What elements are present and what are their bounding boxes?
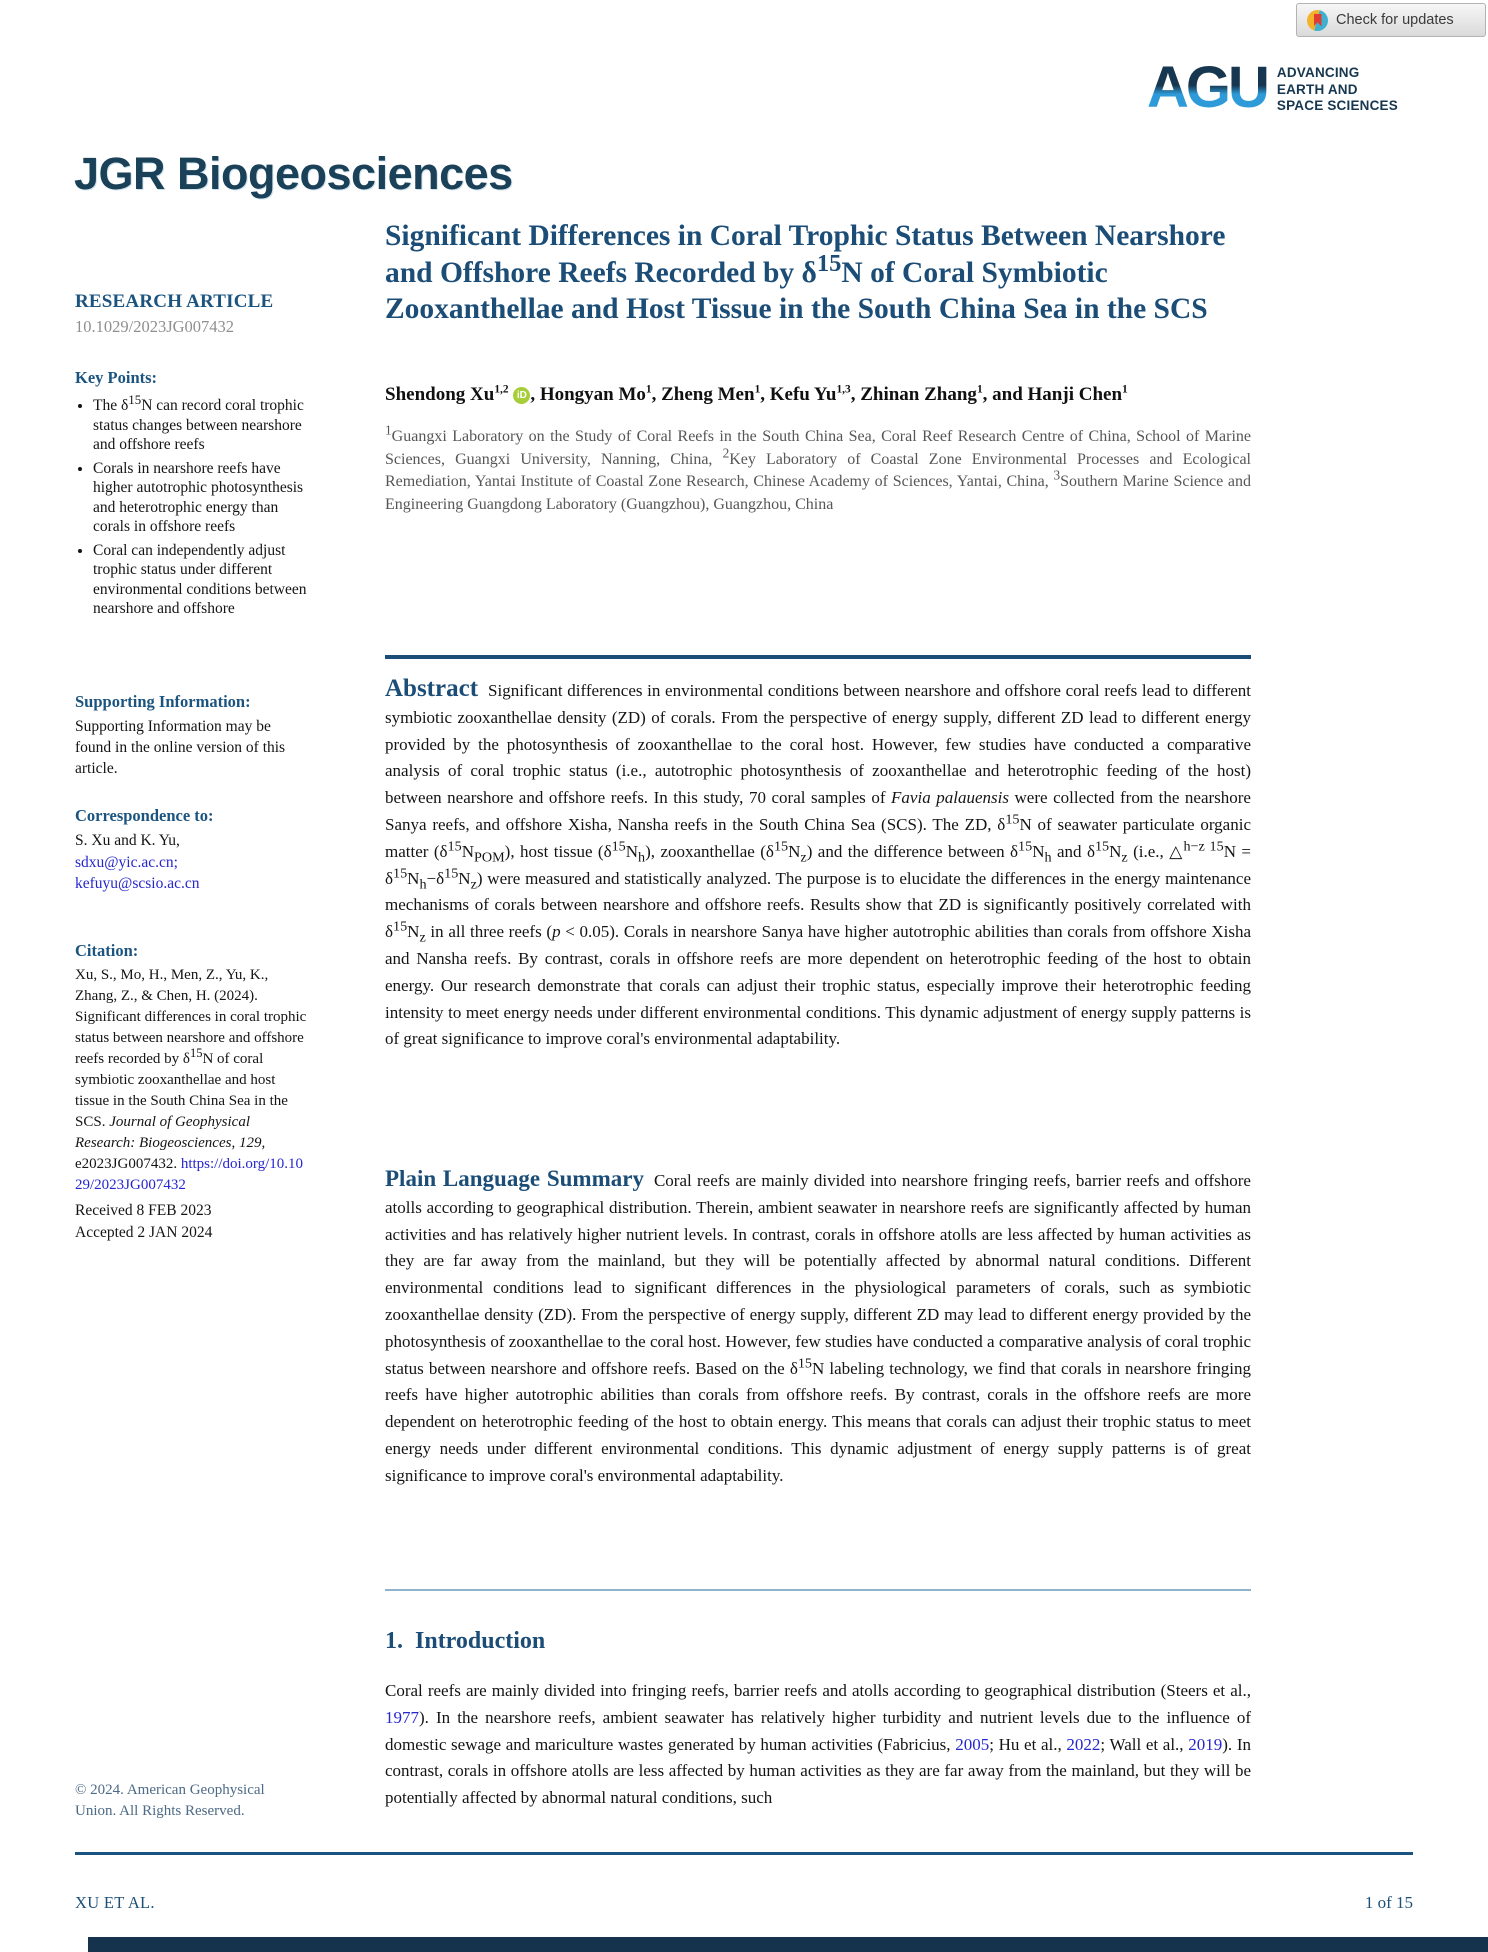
received-date: Received 8 FEB 2023 (75, 1202, 212, 1219)
agu-logo (1147, 55, 1398, 120)
citation-year-link[interactable]: 1977 (385, 1707, 419, 1727)
author: Zheng Men$^1$, (661, 383, 770, 405)
article-type-label: RESEARCH ARTICLE (75, 291, 274, 312)
correspondence-email-1[interactable]: sdxu@yic.ac.cn; (75, 853, 178, 871)
journal-banner: JGR Biogeosciences (74, 148, 513, 199)
agu-tagline-line1: ADVANCING (1276, 65, 1360, 80)
page-number: 1 of 15 (1364, 1893, 1413, 1912)
article-title: Significant Differences in Coral Trophic Status Between Nearshore and Offshore Reefs Recorded by $\delta^{15}N$ of Coral Symbiotic Zooxanthellae and Host Tissue in the South China Sea in the SCS (385, 220, 1226, 325)
author: Hongyan Mo$^1$, (539, 383, 662, 405)
author: Zhinan Zhang$^1$, and (860, 383, 1028, 405)
correspondence-names: S. Xu and K. Yu, (75, 832, 180, 849)
supporting-information-text: Supporting Information may be found in the online version of this article. (75, 718, 286, 777)
correspondence-heading: Correspondence to: (75, 806, 214, 825)
agu-logo-tagline (1277, 62, 1398, 115)
check-for-updates-button[interactable] (1296, 3, 1486, 37)
accepted-date: Accepted 2 JAN 2024 (75, 1224, 213, 1241)
supporting-information-section (75, 692, 308, 779)
plain-language-summary-text: Coral reefs are mainly divided into nearshore fringing reefs, barrier reefs and offshore atolls according to geographical distribution. Therein, ambient seawater in nearshore reefs are significantly affected by human activities and has relatively higher nutrient levels. In contrast, corals in offshore atolls are less affected by human activities as they are far away from the mainland, but they will be potentially affected by abnormal natural conditions. Different environmental conditions lead to significant differences in the physiological parameters of corals, such as symbiotic zooxanthellae density (ZD). From the perspective of energy supply, different ZD may lead to different energy provided by the photosynthesis of zooxanthellae to the coral host. However, few studies have conducted a comparative analysis of coral trophic status between nearshore and offshore reefs. Based on the $\delta^{15}N$ labeling technology, we find that corals in nearshore fringing reefs have higher autotrophic abilities than corals from offshore reefs. By contrast, corals in the offshore reefs are more dependent on heterotrophic feeding of the host to obtain energy. This means that corals can adjust their trophic status to meet energy needs under different environmental conditions. This dynamic adjustment of energy supply patterns is of great significance to improve coral's environmental adaptability. (385, 1171, 1251, 1485)
author: Kefu Yu$^{1,3}$, (769, 383, 861, 405)
orcid-icon[interactable]: iD (513, 387, 530, 404)
footer-divider (75, 1852, 1413, 1855)
introduction-number: 1. (385, 1628, 403, 1654)
abstract-section (385, 676, 1251, 1053)
citation-year-link[interactable]: 2019 (1188, 1734, 1223, 1754)
abstract-divider (385, 655, 1251, 659)
introduction-text: Coral reefs are mainly divided into fringing reefs, barrier reefs and atolls according to geographical distribution (Steers et al., 1977). In the nearshore reefs, ambient seawater has relatively higher turbidity and nutrient levels due to the influence of domestic sewage and mariculture wastes generated by human activities (Fabricius, 2005; Hu et al., 2022; Wall et al., 2019). In contrast, corals in offshore atolls are less affected by human activities as they are far away from the mainland, but they will be potentially affected by abnormal natural conditions, such (385, 1681, 1251, 1808)
footer-bar (88, 1937, 1488, 1952)
author: Shendong Xu$^{1,2}$ iD , (385, 383, 540, 405)
citation-heading: Citation: (75, 941, 139, 960)
citation-doi-link[interactable]: https://doi.org/10.1029/2023JG007432 (75, 1156, 304, 1193)
introduction-title: Introduction (415, 1628, 546, 1654)
key-points-heading: Key Points: (75, 368, 158, 387)
article-doi: 10.1029/2023JG007432 (75, 317, 235, 336)
supporting-information-heading: Supporting Information: (75, 692, 251, 711)
agu-tagline-line3: SPACE SCIENCES (1276, 98, 1398, 113)
correspondence-section (75, 806, 308, 895)
plain-language-summary-section (385, 1166, 1251, 1490)
key-point-item: • Corals in nearshore reefs have higher autotrophic photosynthesis and heterotrophic energy than corals in offshore reefs (93, 459, 308, 537)
key-points-list (75, 391, 308, 619)
agu-logo-acronym: AGU (1147, 55, 1267, 120)
citation-year-link[interactable]: 2022 (1066, 1734, 1101, 1754)
abstract-heading: Abstract (385, 675, 479, 702)
citation-year-link[interactable]: 2005 (955, 1734, 990, 1754)
citation-text: Xu, S., Mo, H., Men, Z., Yu, K., Zhang, Z., & Chen, H. (2024). Significant differences in coral trophic status between nearshore and offshore reefs recorded by $\delta^{15}N$ of coral symbiotic zooxanthellae and host tissue in the South China Sea in the SCS. Journal of Geophysical Research: Biogeosciences, 129, e2023JG007432. https://doi.org/10.1029/2023JG007432 (75, 967, 307, 1193)
history-dates (75, 1200, 308, 1244)
abstract-text: Significant differences in environmental conditions between nearshore and offshore coral reefs lead to different symbiotic zooxanthellae density (ZD) of corals. From the perspective of energy supply, different ZD lead to different energy provided by the photosynthesis of zooxanthellae to the coral host. However, few studies have conducted a comparative analysis of coral trophic status (i.e., autotrophic photosynthesis of zooxanthellae and heterotrophic feeding of the host) between nearshore and offshore reefs. In this study, 70 coral samples of Favia palauensis were collected from the nearshore Sanya reefs, and offshore Xisha, Nansha reefs in the South China Sea (SCS). The ZD, $\delta^{15}N$ of seawater particulate organic matter $(\delta^{15}N_{POM})$, host tissue $(\delta^{15}N_h)$, zooxanthellae $(\delta^{15}N_z)$ and the difference between $\delta^{15}N_h$ and $\delta^{15}N_z$ (i.e., △$^{h-z 15}$N = $\delta^{15}N_h-\delta^{15}N_z$) were measured and statistically analyzed. The purpose is to elucidate the differences in the energy maintenance mechanisms of corals between nearshore and offshore reefs. Results show that ZD is significantly positively correlated with $\delta^{15}N_z$ in all three reefs (p < 0.05). Corals in nearshore Sanya have higher autotrophic abilities than corals from offshore Xisha and Nansha reefs. By contrast, corals in offshore reefs are more dependent on heterotrophic feeding of the host to obtain energy. Our research demonstrate that corals can adjust their trophic status, especially improve their heterotrophic feeding intensity to meet energy needs under different environmental conditions. This dynamic adjustment of energy supply patterns is of great significance to improve coral's environmental adaptability. (385, 681, 1252, 1049)
key-point-item: • Coral can independently adjust trophic status under different environmental conditions between nearshore and offshore (93, 541, 308, 619)
key-point-item: • The $\delta^{15}N$ can record coral trophic status changes between nearshore and offshore reefs (93, 396, 308, 455)
crossmark-icon (1307, 10, 1328, 31)
correspondence-email-2[interactable]: kefuyu@scsio.ac.cn (75, 875, 200, 892)
authors-line (385, 384, 1251, 406)
agu-tagline-line2: EARTH AND (1276, 81, 1358, 97)
citation-section (75, 941, 308, 1196)
affiliations: $^1$Guangxi Laboratory on the Study of Coral Reefs in the South China Sea, Coral Reef Research Centre of China, School of Marine Sciences, Guangxi University, Nanning, China, $^2$Key Laboratory of Coastal Zone Environmental Processes and Ecological Remediation, Yantai Institute of Coastal Zone Research, Chinese Academy of Sciences, Yantai, China, $^3$Southern Marine Science and Engineering Guangdong Laboratory (Guangzhou), Guangzhou, China (385, 422, 1252, 513)
section-divider (385, 1589, 1251, 1591)
check-for-updates-label: Check for updates (1336, 12, 1454, 28)
key-points-section (75, 368, 308, 623)
author: Hanji Chen$^1$ (1027, 383, 1128, 405)
plain-language-summary-heading: Plain Language Summary (385, 1166, 644, 1191)
copyright-notice: © 2024. American Geophysical Union. All Rights Reserved. (75, 1782, 265, 1819)
introduction-heading (385, 1628, 1251, 1655)
running-head: XU ET AL. (75, 1893, 155, 1912)
